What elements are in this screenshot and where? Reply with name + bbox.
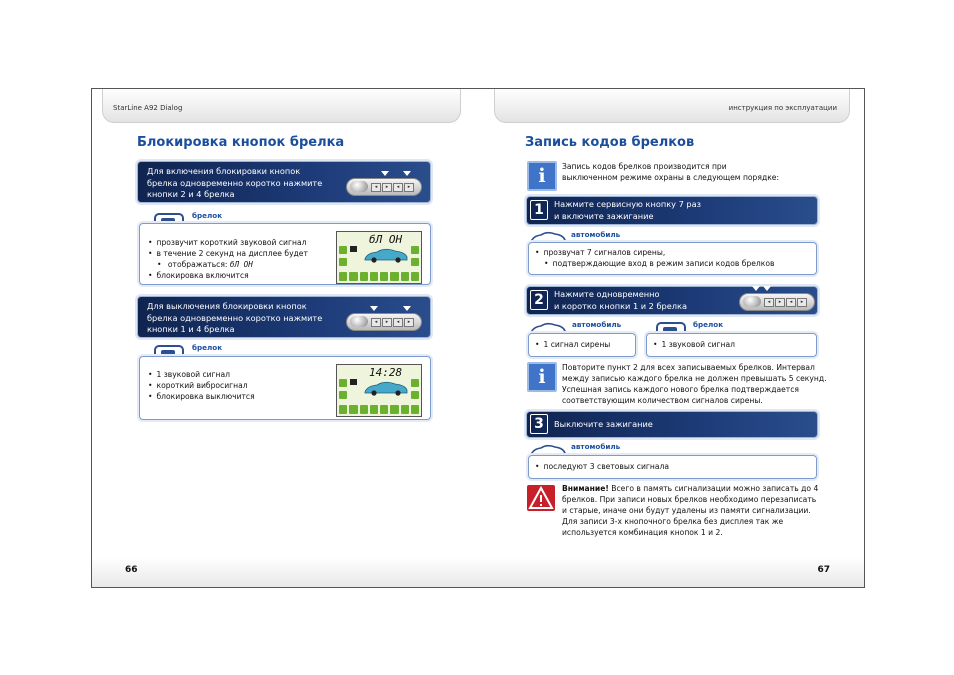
manual-spread — [91, 88, 865, 588]
step-number: 3 — [530, 414, 548, 434]
note-text: Повторите пункт 2 для всех записываемых брелков. Интервал между записью каждого брелка не должен превышать 5 секунд. Успешная запись каждого нового брелка подтверждается соответствующим количеством сигналов сирены. — [562, 363, 827, 405]
lcd-text: бЛ ОН — [369, 233, 403, 246]
intro-text: Запись кодов брелков производится при выключенном режиме охраны в следующем порядке: — [562, 162, 780, 182]
press-arrow-icon — [752, 286, 760, 291]
press-arrow-icon — [370, 306, 378, 311]
bar-line: Для включения блокировки кнопок — [147, 166, 301, 176]
step-number: 1 — [530, 200, 548, 220]
list-item: • 1 звуковой сигнал — [148, 369, 255, 380]
info-icon: i — [527, 161, 557, 191]
car-icon — [363, 380, 409, 396]
section-tag: автомобиль — [571, 230, 621, 239]
lcd-display — [336, 231, 422, 284]
press-arrow-icon — [403, 171, 411, 176]
list-item: • короткий вибросигнал — [148, 380, 255, 391]
section-tag: брелок — [192, 343, 223, 352]
lock-icon — [350, 379, 357, 385]
list-item: • блокировка включится — [148, 270, 308, 281]
lcd-display — [336, 364, 422, 417]
result-panel — [528, 455, 817, 479]
warning-text: Внимание! Всего в память сигнализации можно записать до 4 брелков. При записи новых брелков необходимо перезаписать и старые, иначе они будут удалены из памяти сигнализации. Для записи 3-х кнопочного брелка без дисплея так же используется комбинация кнопок 1 и 2. — [562, 484, 819, 537]
page-66 — [92, 89, 478, 587]
header-text: инструкция по эксплуатации — [728, 104, 837, 112]
list-item: • прозвучат 7 сигналов сирены, — [535, 247, 775, 258]
header-text: StarLine A92 Dialog — [113, 104, 183, 112]
section-tag: автомобиль — [571, 442, 621, 451]
bar-line: и включите зажигание — [554, 210, 654, 221]
result-panel — [139, 223, 431, 285]
press-arrow-icon — [403, 306, 411, 311]
bar-line: брелка одновременно коротко нажмите — [147, 177, 323, 188]
section-tag: брелок — [693, 320, 724, 329]
bar-line: кнопки 2 и 4 брелка — [147, 189, 235, 199]
result-panel-fob — [646, 333, 817, 357]
warning-label: Внимание! — [562, 484, 609, 493]
page-footer — [478, 557, 864, 587]
page-title: Запись кодов брелков — [525, 135, 695, 150]
keyfob-icon: ◂ ▸ ◂ ▸ — [346, 178, 422, 196]
info-icon: i — [527, 362, 557, 392]
list-item: • в течение 2 секунд на дисплее будет — [148, 248, 308, 259]
bar-line: Для выключения блокировки кнопок — [147, 301, 307, 311]
page-title: Блокировка кнопок брелка — [137, 135, 345, 150]
result-panel — [528, 242, 817, 275]
list-item-continuation: • отображаться: бЛ ОН — [148, 259, 308, 270]
keyfob-icon: ◂ ▸ ◂ ▸ — [346, 313, 422, 331]
step-number: 2 — [530, 290, 548, 310]
page-header — [494, 89, 850, 123]
step-bar-3 — [526, 411, 818, 438]
step-bar-1 — [526, 196, 818, 225]
step-bar-2 — [526, 286, 818, 315]
list-item: • последуют 3 световых сигнала — [535, 461, 669, 472]
inline-display-text: бЛ ОН — [229, 260, 253, 269]
page-number: 66 — [125, 565, 138, 575]
section-tag: брелок — [192, 211, 223, 220]
list-item-continuation: • подтверждающие вход в режим записи кодов брелков — [535, 258, 775, 269]
car-icon — [363, 247, 409, 263]
lcd-text: 14:28 — [369, 366, 403, 379]
result-panel-car — [528, 333, 636, 357]
bar-line: Нажмите сервисную кнопку 7 раз — [554, 199, 701, 209]
page-header — [102, 89, 461, 123]
press-arrow-icon — [381, 171, 389, 176]
bar-line: брелка одновременно коротко нажмите — [147, 312, 323, 323]
list-item: • 1 сигнал сирены — [535, 339, 610, 350]
section-tag: автомобиль — [572, 320, 622, 329]
keyfob-icon: ◂ ▸ ◂ ▸ — [739, 293, 815, 311]
bar-line: Выключите зажигание — [554, 419, 653, 429]
page-67 — [478, 89, 864, 587]
lock-icon — [350, 246, 357, 252]
list-item: • блокировка выключится — [148, 391, 255, 402]
instruction-bar-enable — [137, 161, 431, 203]
bar-line: Нажмите одновременно — [554, 289, 660, 299]
result-panel — [139, 356, 431, 420]
list-item: • 1 звуковой сигнал — [653, 339, 735, 350]
instruction-bar-disable — [137, 296, 431, 338]
warning-icon — [527, 485, 555, 511]
press-arrow-icon — [763, 286, 771, 291]
list-item: • прозвучит короткий звуковой сигнал — [148, 237, 308, 248]
bar-line: кнопки 1 и 4 брелка — [147, 324, 235, 334]
page-number: 67 — [817, 565, 830, 575]
page-footer — [92, 557, 478, 587]
bar-line: и коротко кнопки 1 и 2 брелка — [554, 300, 687, 311]
